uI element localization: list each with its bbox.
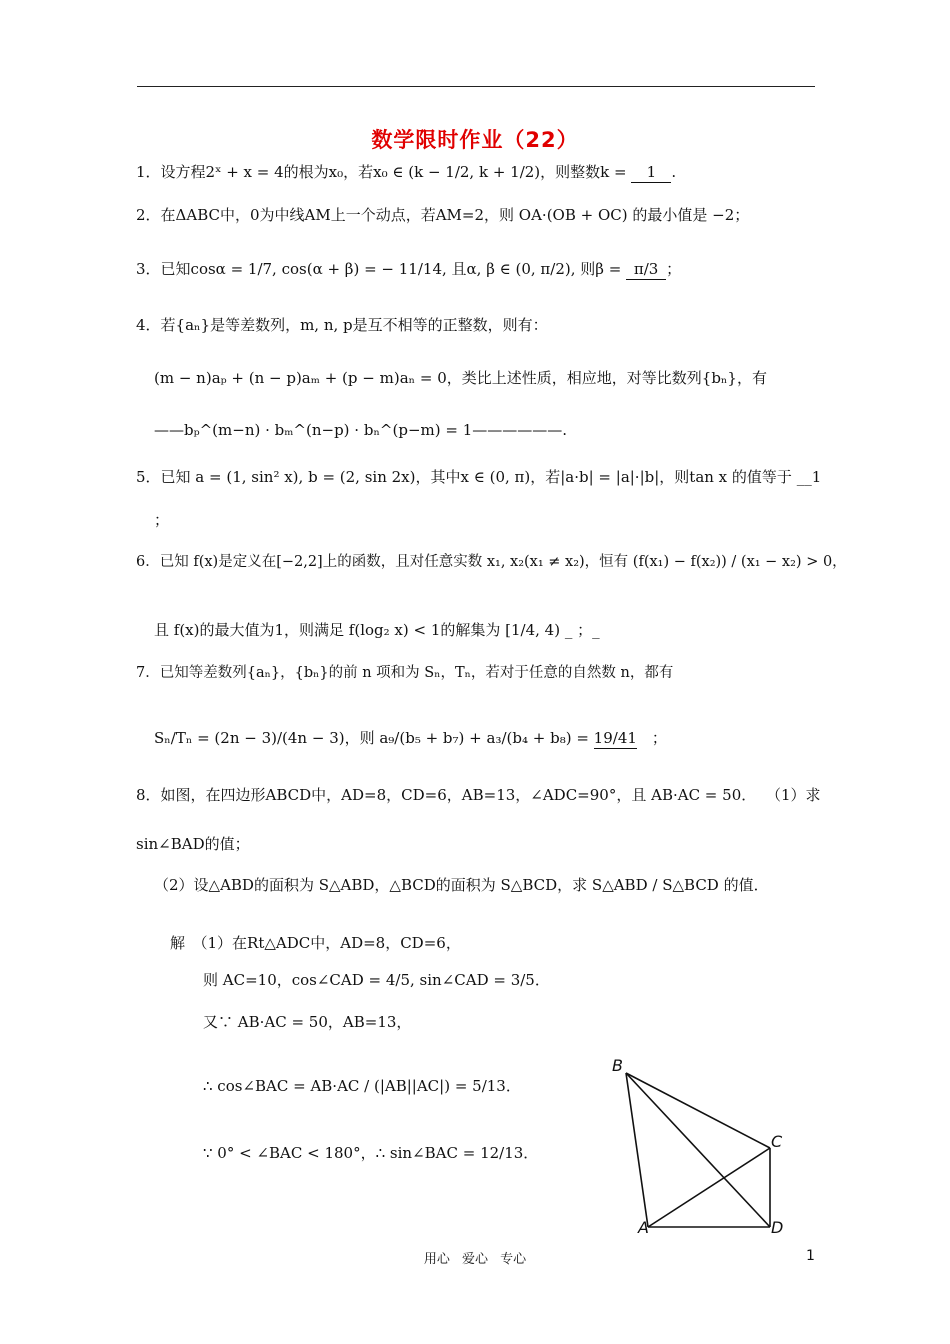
label-d: D: [771, 1218, 784, 1235]
problem-8-line-3: （2）设△ABD的面积为 S△ABD，△BCD的面积为 S△BCD，求 S△ABD / S△BCD 的值．: [154, 876, 769, 894]
problem-7-line-2: Sₙ/Tₙ = (2n − 3)/(4n − 3)，则 a₉/(b₅ + b₇) + a₃/(b₄ + b₈) = 19/41 ；: [154, 729, 667, 747]
problem-1-text: 1．设方程2ˣ + x = 4的根为x₀，若x₀ ∈ (k − 1/2, k + 1/2)，则整数k =: [136, 163, 627, 181]
problem-6-line-2: 且 f(x)的最大值为1，则满足 f(log₂ x) < 1的解集为 [1/4, 4) _ ；_: [154, 621, 600, 639]
footer-slogan: 用心 爱心 专心: [423, 1252, 527, 1267]
problem-7-line-1: 7．已知等差数列{aₙ}，{bₙ}的前 n 项和为 Sₙ，Tₙ，若对于任意的自然数 n，都有: [136, 665, 674, 681]
diagonal-bd: [626, 1073, 770, 1227]
problem-3-answer: π/3: [626, 259, 666, 280]
label-a: A: [638, 1218, 649, 1235]
problem-5-text: 5．已知 a = (1, sin² x), b = (2, sin 2x)，其中x ∈ (0, π)，若|a·b| = |a|·|b|，则tan x 的值等于: [136, 468, 792, 486]
problem-5-end: ；: [154, 511, 170, 529]
solution-line-2: 则 AC=10，cos∠CAD = 4/5, sin∠CAD = 3/5．: [203, 971, 550, 989]
header-rule: [137, 86, 815, 87]
problem-2: [136, 205, 749, 225]
problem-8-line-1: 8．如图，在四边形ABCD中，AD=8，CD=6，AB=13，∠ADC=90°，且 AB·AC = 50．: [136, 786, 757, 804]
solution-line-4: ∴ cos∠BAC = AB·AC / (|AB||AC|) = 5/13．: [203, 1077, 521, 1095]
problem-4-line-3: ——bₚ^(m−n) · bₘ^(n−p) · bₙ^(p−m) = 1——————.: [154, 421, 568, 439]
problem-5: 5．已知 a = (1, sin² x), b = (2, sin 2x)，其中x ∈ (0, π)，若|a·b| = |a|·|b|，则tan x 的值等于 __1: [136, 468, 822, 486]
problem-3: 3．已知cosα = 1/7, cos(α + β) = − 11/14, 且α, β ∈ (0, π/2), 则β = π/3 ；: [136, 260, 682, 278]
edge-ab: [626, 1073, 648, 1227]
problem-5-answer: 1: [811, 468, 822, 486]
problem-1: 1．设方程2ˣ + x = 4的根为x₀，若x₀ ∈ (k − 1/2, k + 1/2)，则整数k = 1 .: [136, 163, 677, 181]
problem-3-text: 3．已知cosα = 1/7, cos(α + β) = − 11/14, 且α, β ∈ (0, π/2), 则β =: [136, 260, 622, 278]
quadrilateral-figure: [608, 1055, 798, 1235]
problem-4-answer: bₚ^(m−n) · bₘ^(n−p) · bₙ^(p−m) = 1: [184, 421, 473, 439]
solution-line-3: 又∵ AB·AC = 50，AB=13，: [203, 1013, 412, 1031]
solution-line-5: ∵ 0° < ∠BAC < 180°，∴ sin∠BAC = 12/13．: [203, 1144, 539, 1162]
problem-6-text: 且 f(x)的最大值为1，则满足 f(log₂ x) < 1的解集为: [154, 621, 501, 639]
problem-4-line-1: 4．若{aₙ}是等差数列，m, n, p是互不相等的正整数，则有：: [136, 316, 548, 334]
problem-2-answer: −2；: [712, 206, 750, 224]
page-title: 数学限时作业（22）: [371, 128, 579, 152]
problem-2-text: 2．在ΔABC中，0为中线AM上一个动点，若AM=2，则 OA·(OB + OC) 的最小值是: [136, 206, 708, 224]
label-c: C: [771, 1132, 783, 1151]
solution-line-1: 解 （1）在Rt△ADC中，AD=8，CD=6，: [170, 934, 461, 952]
problem-8-line-2: sin∠BAD的值；: [136, 835, 250, 853]
problem-6-answer: [1/4, 4): [505, 621, 561, 639]
label-b: B: [612, 1056, 623, 1075]
problem-6-line-1: 6．已知 f(x)是定义在[−2,2]上的函数，且对任意实数 x₁, x₂(x₁ ≠ x₂)，恒有 (f(x₁) − f(x₂)) / (x₁ − x₂) > 0，: [136, 554, 847, 570]
edge-cb: [626, 1073, 770, 1148]
problem-8-part-1: （1）求: [766, 786, 821, 804]
page-number: 1: [806, 1248, 815, 1264]
problem-4-line-2: (m − n)aₚ + (n − p)aₘ + (p − m)aₙ = 0，类比上述性质，相应地，对等比数列{bₙ}，有: [154, 369, 767, 387]
problem-1-answer: 1: [631, 162, 671, 183]
problem-7-text: Sₙ/Tₙ = (2n − 3)/(4n − 3)，则 a₉/(b₅ + b₇) + a₃/(b₄ + b₈) =: [154, 729, 589, 747]
problem-7-answer: 19/41: [593, 729, 637, 747]
diagonal-ac: [648, 1148, 770, 1227]
